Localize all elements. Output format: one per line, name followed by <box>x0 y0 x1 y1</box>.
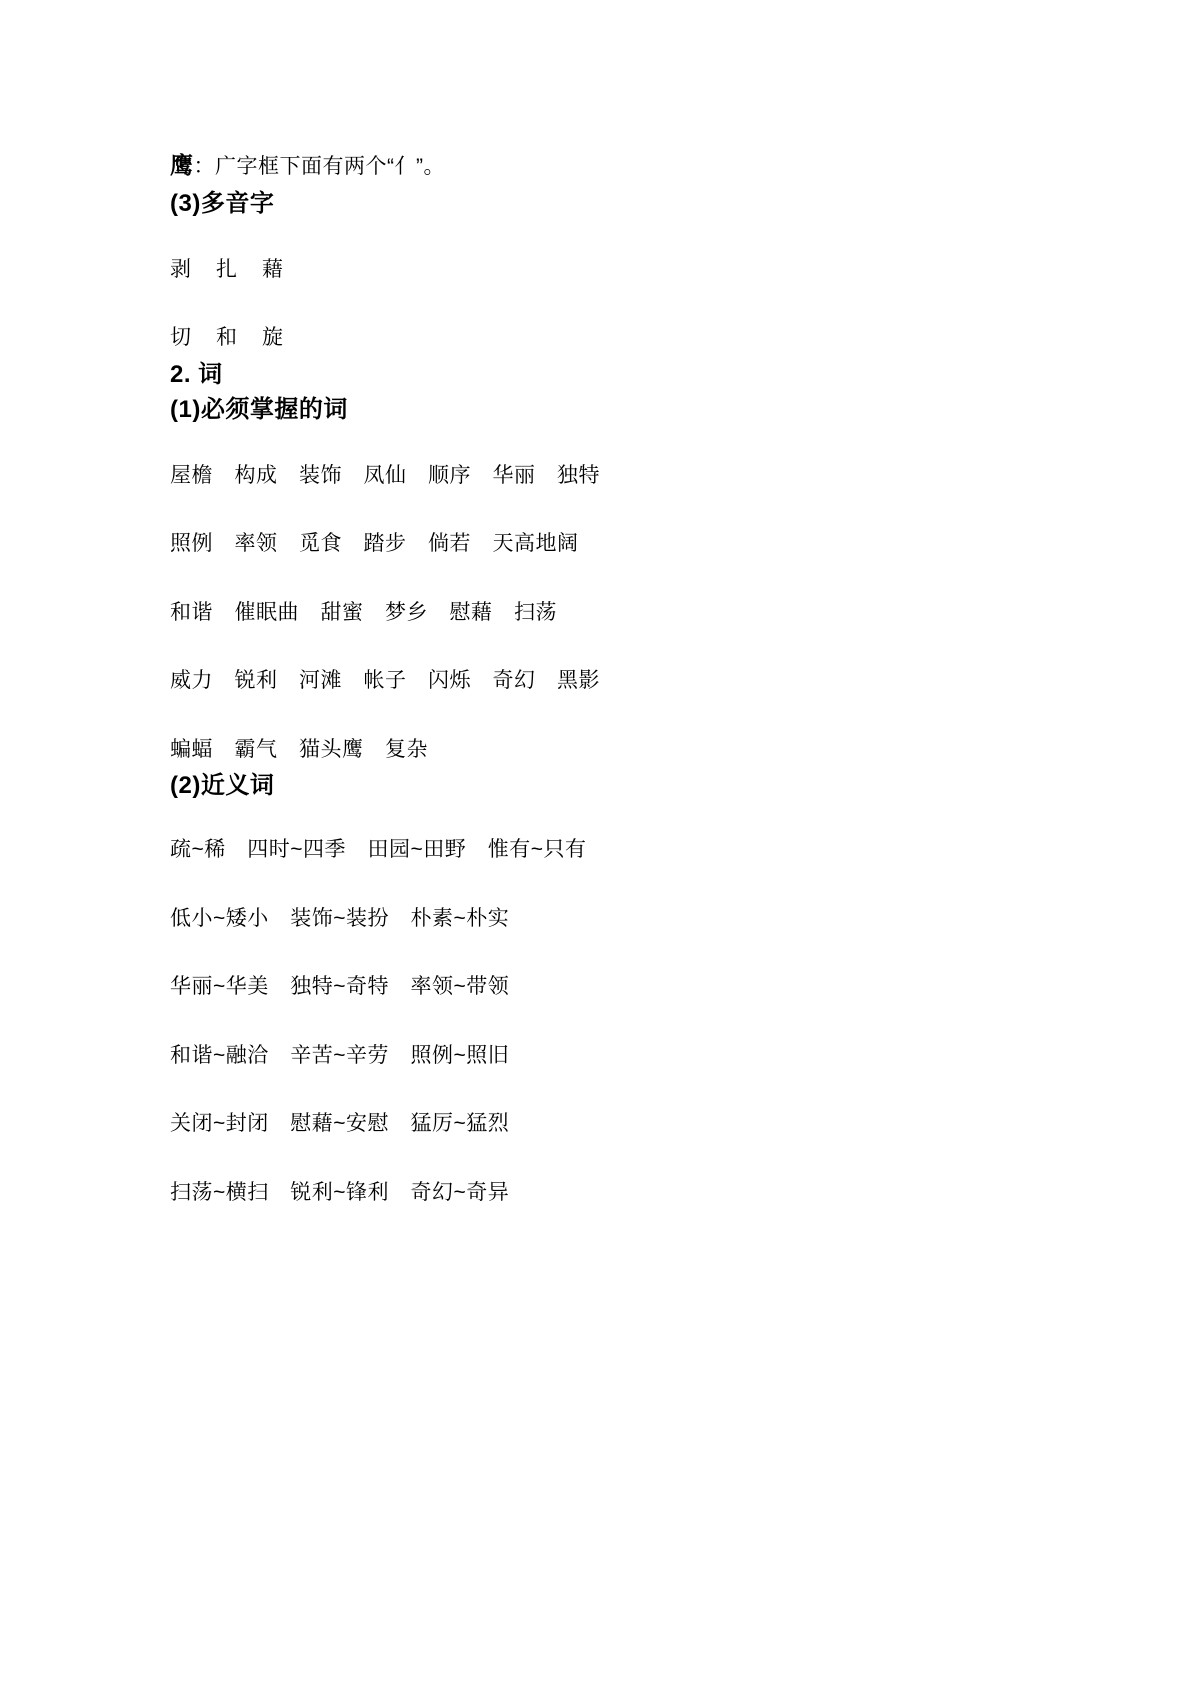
row-item: 剥 扎 藉 <box>170 257 285 281</box>
row-item: 蝙蝠 霸气 猫头鹰 复杂 <box>170 737 428 761</box>
note-character: 鹰 <box>170 152 194 178</box>
heading-ci: 2. 词 <box>170 360 223 388</box>
heading-jinyici: (2)近义词 <box>170 772 275 799</box>
note-text: ：广字框下面有两个“亻”。 <box>193 155 445 178</box>
row-item: 和谐 催眠曲 甜蜜 梦乡 慰藉 扫荡 <box>170 600 557 624</box>
rows-bixu-zhangwo <box>170 460 1021 766</box>
note-line <box>170 130 1021 183</box>
heading-bixu-zhangwo: (1)必须掌握的词 <box>170 395 348 423</box>
row-item: 屋檐 构成 装饰 凤仙 顺序 华丽 独特 <box>170 463 600 487</box>
row-item: 照例 率领 觅食 踏步 倘若 天高地阔 <box>170 532 579 555</box>
rows-duoyinzi <box>170 254 1021 354</box>
heading-duoyinzi: (3)多音字 <box>170 189 275 217</box>
row-item: 威力 锐利 河滩 帐子 闪烁 奇幻 黑影 <box>170 669 600 692</box>
row-item: 低小~矮小 装饰~装扮 朴素~朴实 <box>170 906 510 930</box>
row-item: 华丽~华美 独特~奇特 率领~带领 <box>170 975 510 998</box>
row-item: 扫荡~横扫 锐利~锋利 奇幻~奇异 <box>170 1180 510 1204</box>
row-item: 切 和 旋 <box>170 326 285 349</box>
row-item: 关闭~封闭 慰藉~安慰 猛厉~猛烈 <box>170 1112 510 1135</box>
rows-jinyici <box>170 834 1021 1208</box>
row-item: 和谐~融洽 辛苦~辛劳 照例~照旧 <box>170 1043 510 1067</box>
row-item: 疏~稀 四时~四季 田园~田野 惟有~只有 <box>170 838 587 861</box>
